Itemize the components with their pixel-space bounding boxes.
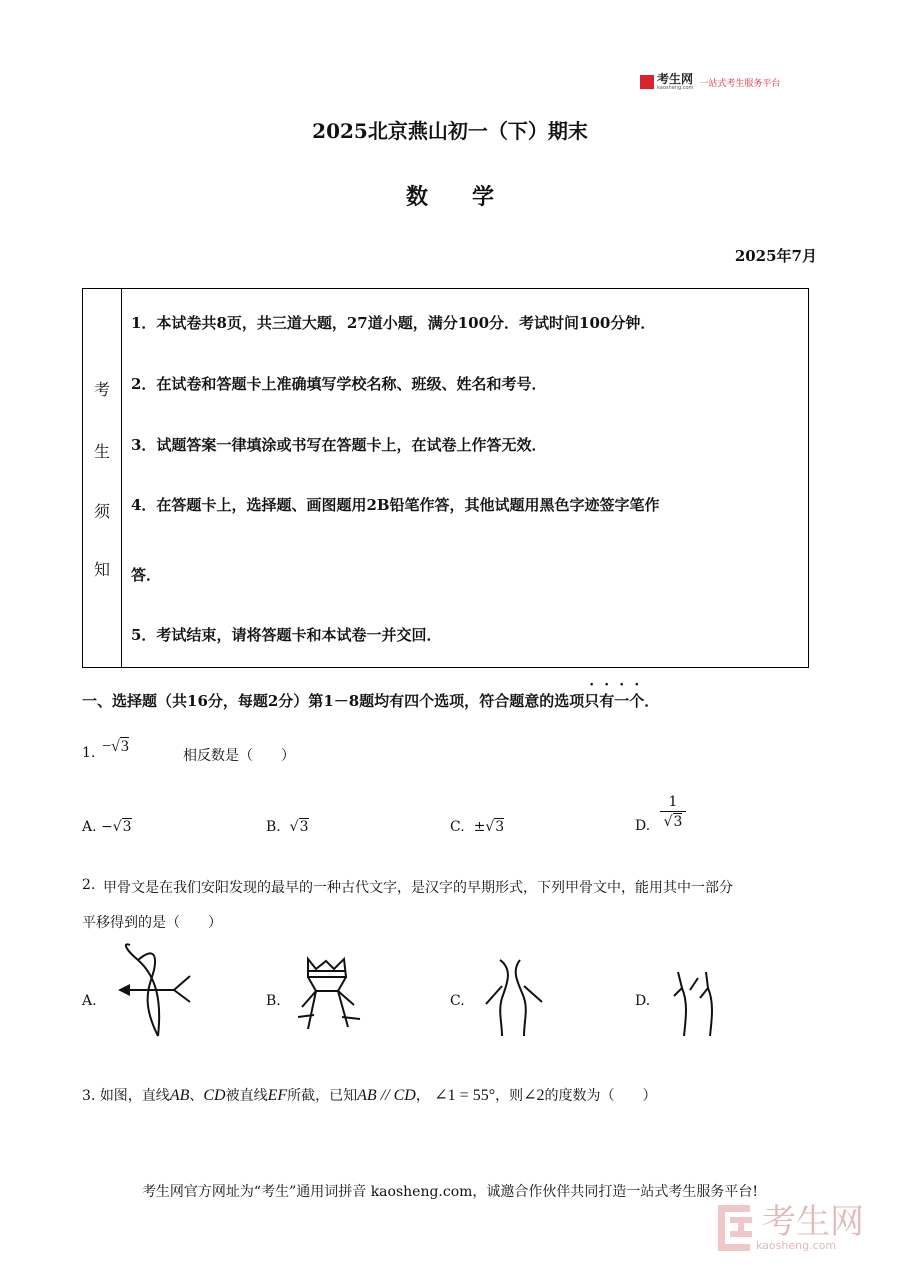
page-title: 2025北京燕山初一（下）期末 — [312, 119, 588, 143]
option-c: C. ±√3 — [450, 819, 505, 835]
logo-tagline: 一站式考生服务平台 — [699, 78, 781, 89]
option-d: D. — [635, 993, 651, 1009]
emphasis-char: 只 — [584, 692, 600, 710]
glyph-stalks — [664, 966, 722, 1038]
question-number: 2. — [82, 877, 96, 893]
q3-line: 3. 如图，直线AB、CD被直线EF所截，已知AB // CD， ∠1 = 55°，则∠2的度数为（ ） — [82, 1087, 657, 1104]
glyph-tracks — [480, 956, 548, 1038]
option-a: A. — [82, 993, 97, 1009]
watermark-name: 考生网 — [762, 1201, 864, 1242]
option-d: D. — [635, 818, 651, 834]
subject-title: 数 学 — [405, 184, 494, 210]
q1-text: 相反数是（ ） — [183, 748, 295, 764]
notice-item: 4．在答题卡上，选择题、画图题用2B铅笔作答，其他试题用黑色字迹签字笔作 — [131, 496, 660, 514]
option-c: C. — [450, 993, 465, 1009]
notice-item: 5．考试结束，请将答题卡和本试卷一并交回． — [131, 626, 442, 644]
emphasis-char: 有 — [599, 692, 615, 710]
watermark-logo-icon — [718, 1203, 756, 1253]
side-char: 知 — [93, 560, 110, 579]
glyph-figure — [296, 955, 364, 1037]
footer-text: 考生网官方网址为“考生”通用词拼音 kaosheng.com，诚邀合作伙伴共同打造一站式考生服务平台! — [141, 1184, 759, 1200]
logo-icon — [640, 75, 654, 89]
notice-item: 1．本试卷共8页，共三道大题，27道小题，满分100分．考试时间100分钟． — [131, 314, 656, 332]
option-b: B. — [266, 993, 281, 1009]
q2-text: 平移得到的是（ ） — [82, 915, 222, 931]
option-a: A. −√3 — [82, 819, 132, 835]
emphasis-char: 个 — [629, 692, 645, 710]
logo-url: kaosheng.com — [657, 85, 694, 91]
logo-name: 考生网 — [657, 72, 694, 86]
watermark-url: kaosheng.com — [756, 1238, 837, 1252]
side-char: 须 — [93, 502, 110, 521]
q1-expression: −√3 — [102, 738, 129, 755]
side-char: 考 — [93, 380, 110, 399]
notice-item: 2．在试卷和答题卡上准确填写学校名称、班级、姓名和考号． — [131, 375, 547, 393]
exam-date: 2025年7月 — [734, 247, 817, 265]
glyph-bow-arrow — [112, 940, 196, 1040]
question-number: 1. — [82, 745, 96, 761]
brand-logo — [640, 73, 780, 91]
option-d-fraction: 1 √3 — [660, 794, 686, 830]
watermark — [718, 1203, 864, 1253]
emphasis-char: 一 — [614, 692, 630, 710]
notice-item: 3．试题答案一律填涂或书写在答题卡上，在试卷上作答无效． — [131, 436, 547, 454]
section-heading: 一、选择题（共16分，每题2分）第1－8题均有四个选项，符合题意的选项只有一个． — [82, 692, 660, 710]
notice-side-label — [83, 289, 122, 667]
q2-text: 甲骨文是在我们安阳发现的最早的一种古代文字，是汉字的早期形式，下列甲骨文中，能用其中一部分 — [103, 880, 733, 896]
notice-item: 答． — [131, 566, 162, 584]
side-char: 生 — [93, 442, 110, 461]
exam-notice-box — [82, 288, 809, 668]
option-b: B. √3 — [266, 819, 309, 835]
